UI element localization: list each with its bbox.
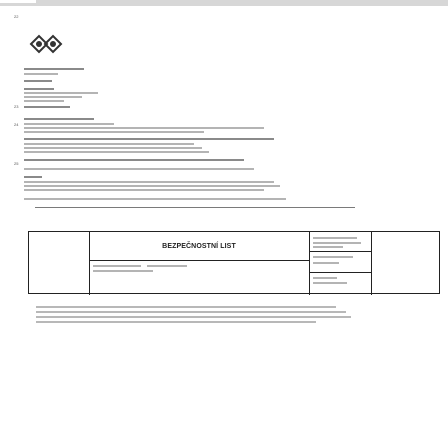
form-title-cell [89, 232, 309, 260]
table-column-divider [309, 232, 310, 295]
form-title: BEZPEČNOSTNÍ LIST [162, 242, 236, 250]
line-number: 25 [14, 161, 19, 166]
table-row-divider [309, 251, 371, 252]
line-number: 24 [14, 122, 19, 127]
document-page [8, 6, 440, 448]
line-number: 22 [14, 14, 19, 19]
table-row-divider [309, 272, 371, 273]
line-number: 23 [14, 104, 19, 109]
table-row-divider [89, 260, 309, 261]
logo-diamonds-icon [28, 30, 68, 58]
table-column-divider [371, 232, 372, 295]
section-divider [35, 207, 355, 208]
top-bar-tab [0, 0, 36, 3]
form-header-table [28, 231, 440, 294]
